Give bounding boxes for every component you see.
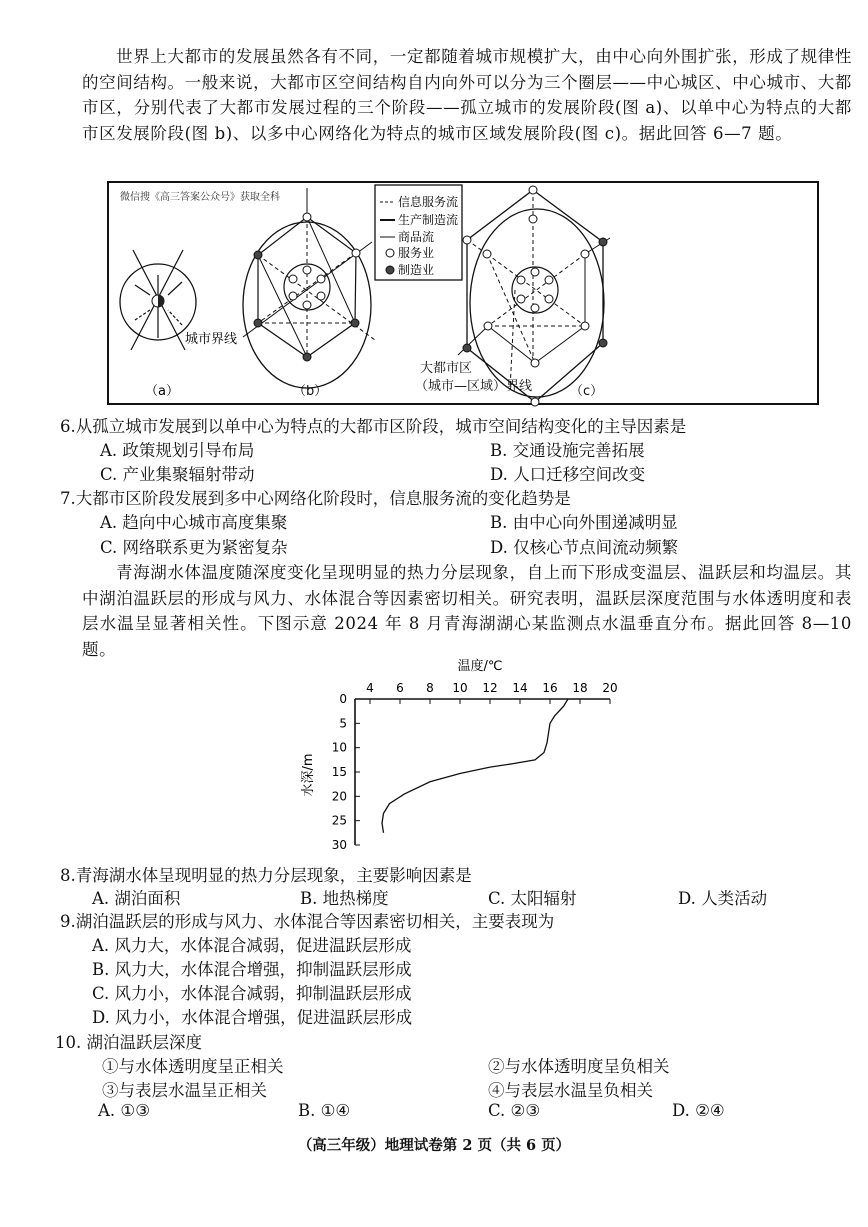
x-tick-label: 6 (396, 681, 404, 695)
q7-option-d[interactable]: D. 仅核心节点间流动频繁 (490, 538, 679, 557)
legend-commodity-flow: 商品流 (398, 230, 435, 244)
y-tick-label: 20 (331, 789, 347, 804)
y-tick-label: 30 (331, 838, 347, 852)
q6-option-c[interactable]: C. 产业集聚辐射带动 (100, 465, 255, 484)
q9-option-a[interactable]: A. 风力大，水体混合减弱，促进温跃层形成 (92, 936, 412, 955)
x-tick-label: 18 (572, 681, 588, 695)
q7-option-b[interactable]: B. 由中心向外围递减明显 (490, 513, 678, 532)
q6-option-d[interactable]: D. 人口迁移空间改变 (490, 465, 646, 484)
city-boundary-label: 城市界线 (185, 332, 238, 347)
metro-boundary-label: （城市—区域）界线 (415, 379, 533, 394)
question-8-stem: 8.青海湖水体呈现明显的热力分层现象，主要影响因素是 (60, 866, 472, 885)
question-6-stem: 6.从孤立城市发展到以单中心为特点的大都市区阶段，城市空间结构变化的主导因素是 (60, 417, 687, 436)
x-tick-label: 8 (426, 681, 434, 695)
q8-option-b[interactable]: B. 地热梯度 (300, 889, 389, 908)
y-axis-label: 水深/m (301, 753, 316, 797)
q10-statement-3: ③与表层水温呈正相关 (102, 1081, 267, 1100)
q8-option-d[interactable]: D. 人类活动 (678, 889, 768, 908)
q8-option-a[interactable]: A. 湖泊面积 (92, 889, 181, 908)
diagram-b (243, 188, 375, 399)
metro-area-label: 大都市区 (420, 361, 473, 376)
x-tick-label: 14 (512, 681, 528, 695)
label-a: （a） (145, 384, 179, 399)
legend-service: 服务业 (398, 246, 435, 260)
question-7-stem: 7.大都市区阶段发展到多中心网络化阶段时，信息服务流的变化趋势是 (60, 489, 571, 508)
q6-option-a[interactable]: A. 政策规划引导布局 (100, 441, 255, 460)
question-10-stem: 10. 湖泊温跃层深度 (55, 1033, 202, 1052)
q7-option-a[interactable]: A. 趋向中心城市高度集聚 (100, 513, 288, 532)
page-footer: （高三年级）地理试卷第 2 页（共 6 页） (297, 1137, 571, 1154)
question-9-stem: 9.湖泊温跃层的形成与风力、水体混合等因素密切相关，主要表现为 (60, 912, 555, 931)
q9-option-b[interactable]: B. 风力大，水体混合增强，抑制温跃层形成 (92, 960, 412, 979)
q10-option-a[interactable]: A. ①③ (98, 1101, 150, 1120)
q9-option-c[interactable]: C. 风力小，水体混合减弱，抑制温跃层形成 (92, 984, 412, 1003)
legend (375, 185, 462, 280)
q10-statement-1: ①与水体透明度呈正相关 (102, 1057, 284, 1076)
legend-production-flow: 生产制造流 (398, 213, 459, 227)
water-temperature-chart (290, 650, 630, 860)
label-c: （c） (570, 384, 604, 399)
legend-manufacturing: 制造业 (398, 263, 435, 277)
x-tick-label: 12 (482, 681, 498, 695)
y-tick-label: 25 (331, 813, 347, 828)
legend-info-flow: 信息服务流 (398, 195, 459, 209)
q10-option-b[interactable]: B. ①④ (298, 1101, 351, 1120)
temperature-profile-line (382, 699, 568, 833)
y-tick-label: 0 (339, 692, 347, 706)
q7-option-c[interactable]: C. 网络联系更为紧密复杂 (100, 538, 288, 557)
x-axis-label: 温度/℃ (457, 659, 503, 674)
x-tick-label: 10 (452, 681, 468, 695)
intro-passage-6-7: 世界上大都市的发展虽然各有不同，一定都随着城市规模扩大，由中心向外围扩张，形成了规律性的空间结构。一般来说，大都市区空间结构自内向外可以分为三个圈层——中心城区、中心城市、大都市区，分别代表了大都市发展过程的三个阶段——孤立城市的发展阶段(图 a)、以单中心为特点的大都市区发展阶段(图 b)、以多中心网络化为特点的城市区域发展阶段(图 c)。据此回答 6—7 题。 (82, 47, 852, 143)
label-b: （b） (293, 384, 328, 399)
x-tick-label: 20 (602, 681, 618, 695)
q10-option-c[interactable]: C. ②③ (488, 1101, 541, 1120)
y-tick-label: 15 (331, 765, 347, 779)
q8-option-c[interactable]: C. 太阳辐射 (488, 889, 577, 908)
q9-option-d[interactable]: D. 风力小，水体混合增强，促进温跃层形成 (92, 1008, 413, 1027)
y-tick-label: 10 (331, 740, 347, 755)
q10-statement-4: ④与表层水温呈负相关 (488, 1081, 653, 1100)
x-tick-label: 4 (366, 681, 374, 695)
watermark: 微信搜《高三答案公众号》获取全科 (120, 192, 280, 203)
diagram-a (120, 250, 237, 399)
y-tick-label: 5 (339, 716, 347, 731)
urban-structure-figure (100, 180, 820, 410)
q10-statement-2: ②与水体透明度呈负相关 (488, 1057, 670, 1076)
q10-option-d[interactable]: D. ②④ (672, 1101, 725, 1120)
intro-passage-8-10: 青海湖水体温度随深度变化呈现明显的热力分层现象，自上而下形成变温层、温跃层和均温层。其中湖泊温跃层的形成与风力、水体混合等因素密切相关。研究表明，温跃层深度范围与水体透明度和表层水温呈显著相关性。下图示意 2024 年 8 月青海湖湖心某监测点水温垂直分布。据此回答 8—10 题。 (82, 563, 852, 659)
q6-option-b[interactable]: B. 交通设施完善拓展 (490, 441, 645, 460)
x-tick-label: 16 (542, 681, 558, 695)
